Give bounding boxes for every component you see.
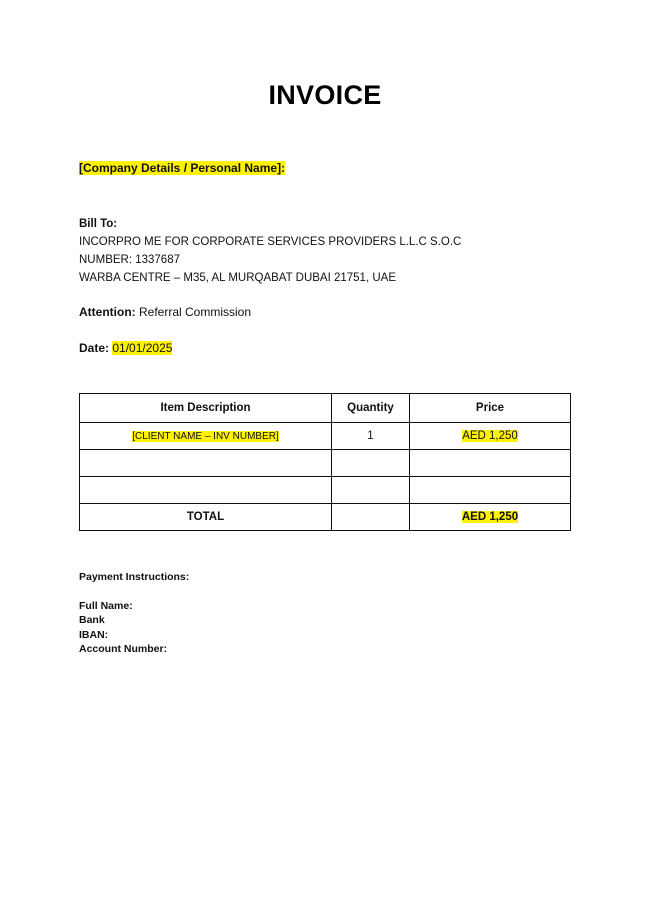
row-price [410,477,571,504]
company-details-text: [Company Details / Personal Name]: [79,161,286,175]
attention-value: Referral Commission [139,305,252,319]
header-quantity: Quantity [332,394,410,423]
row-price [410,450,571,477]
row-quantity: 1 [332,423,410,450]
table-total-row [80,504,571,531]
row-quantity [332,450,410,477]
date-line [79,341,172,355]
row-price [410,423,571,450]
attention-line [79,305,251,319]
total-price [410,504,571,531]
client-name-placeholder: [CLIENT NAME – INV NUMBER] [132,430,279,442]
bill-to-section [79,215,461,287]
row-price-value: AED 1,250 [462,430,518,442]
table-row [80,423,571,450]
bill-to-company-name: INCORPRO ME FOR CORPORATE SERVICES PROVIDERS L.L.C S.O.C [79,236,462,248]
row-description [80,450,332,477]
payment-account-number-label: Account Number: [79,643,168,655]
payment-instructions [79,570,189,657]
table-row [80,477,571,504]
table-row [80,450,571,477]
invoice-title: INVOICE [268,80,382,110]
payment-bank-label: Bank [79,614,105,626]
table-header-row [80,394,571,423]
attention-label: Attention: [79,305,136,319]
payment-spacer [79,585,189,599]
total-quantity [332,504,410,531]
bill-to-address: WARBA CENTRE – M35, AL MURQABAT DUBAI 21751, UAE [79,272,396,284]
row-description [80,477,332,504]
row-description [80,423,332,450]
payment-full-name-label: Full Name: [79,599,133,612]
bill-to-label: Bill To: [79,218,118,230]
company-details-placeholder [79,161,285,175]
row-quantity [332,477,410,504]
date-label: Date: [79,341,110,355]
header-item-description: Item Description [80,394,332,423]
bill-to-number: NUMBER: 1337687 [79,254,180,266]
items-table [79,393,571,531]
total-label: TOTAL [80,504,332,531]
payment-iban-label: IBAN: [79,628,109,641]
payment-heading: Payment Instructions: [79,571,190,583]
header-price: Price [410,394,571,423]
total-price-value: AED 1,250 [461,511,519,523]
date-value: 01/01/2025 [112,341,173,355]
